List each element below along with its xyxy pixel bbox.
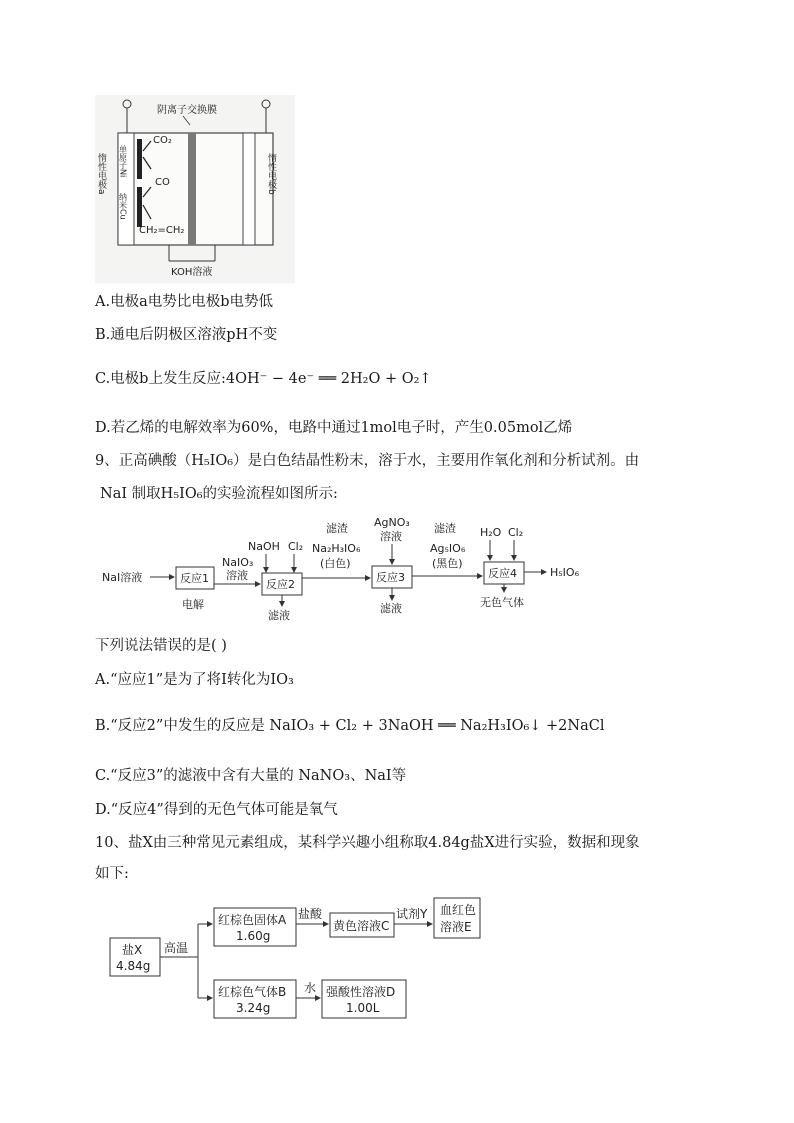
q8-option-c xyxy=(95,369,432,389)
species-ethylene: CH₂=CH₂ xyxy=(139,225,185,236)
flow-r3: 反应3 xyxy=(376,571,405,584)
q10-stem-line1: 10、盐X由三种常见元素组成，某科学兴趣小组称取4.84g盐X进行实验，数据和现象 xyxy=(95,835,640,851)
q9-flowchart xyxy=(98,512,598,624)
flow-r4-below: 无色气体 xyxy=(480,596,524,609)
q10-gas-b-mass: 3.24g xyxy=(236,1001,271,1015)
q10-sol-d: 强酸性溶液D xyxy=(326,985,396,999)
flow-naio3: NaIO₃ xyxy=(222,556,254,569)
q10-flowchart xyxy=(108,888,508,1028)
q10-gas-b: 红棕色气体B xyxy=(218,985,287,999)
q10-reagent-y: 试剂Y xyxy=(396,907,428,921)
flow-r2-below: 滤液 xyxy=(268,609,290,622)
electrode-a-label: 惰性电极a xyxy=(96,153,106,195)
flow-slag2: 滤渣 xyxy=(434,522,456,535)
flow-r1: 反应1 xyxy=(180,572,209,585)
q8-option-d: D.若乙烯的电解效率为60%，电路中通过1mol电子时，产生0.05mol乙烯 xyxy=(95,420,573,436)
q10-sol-e-2: 溶液E xyxy=(440,920,472,934)
flow-cl2: Cl₂ xyxy=(288,540,304,553)
flow-agno3-2: 溶液 xyxy=(380,530,402,543)
membrane-label: 阴离子交换膜 xyxy=(157,105,217,116)
flow-r3-below: 滤液 xyxy=(380,602,402,615)
q8-option-a: A.电极a电势比电极b电势低 xyxy=(95,294,274,310)
q10-salt-mass: 4.84g xyxy=(116,959,151,973)
species-co: CO xyxy=(155,177,170,188)
flow-slag2-formula: Ag₅IO₆ xyxy=(430,542,466,555)
q10-sol-e-1: 血红色 xyxy=(440,903,477,917)
flow-cl2-b: Cl₂ xyxy=(508,526,524,539)
q10-acid: 盐酸 xyxy=(298,907,323,921)
flow-naio3-2: 溶液 xyxy=(226,569,248,582)
q10-solid-a: 红棕色固体A xyxy=(218,913,287,927)
flow-agno3: AgNO₃ xyxy=(374,516,410,529)
species-co2: CO₂ xyxy=(153,135,172,146)
flow-r1-below: 电解 xyxy=(182,598,204,611)
q9-stem-line1: 9、正高碘酸（H₅IO₆）是白色结晶性粉末，溶于水，主要用作氧化剂和分析试剂。由 xyxy=(95,453,640,469)
q10-sol-d-vol: 1.00L xyxy=(346,1001,380,1015)
q9-option-b: B.“反应2”中发生的反应是 NaIO₃ + Cl₂ + 3NaOH ══ Na₂H₃IO₆↓ +2NaCl xyxy=(95,718,605,734)
q10-solid-a-mass: 1.60g xyxy=(236,929,271,943)
q9-option-a: A.“应应1”是为了将I转化为IO₃ xyxy=(95,672,294,688)
q9-option-c: C.“反应3”的滤液中含有大量的 NaNO₃、NaI等 xyxy=(95,768,407,784)
q10-salt: 盐X xyxy=(122,943,143,957)
flow-product: H₅IO₆ xyxy=(550,566,579,579)
electrode-b-label: 惰性电极b xyxy=(266,153,276,195)
flow-start: NaI溶液 xyxy=(102,571,143,584)
koh-label: KOH溶液 xyxy=(171,267,213,278)
flow-naoh: NaOH xyxy=(248,540,280,553)
catalyst-cu-label: 纳米Cu xyxy=(118,193,128,220)
catalyst-ni-label: 单原子Ni xyxy=(118,145,128,178)
q8-option-c-prefix: C.电极b上发生反应: xyxy=(95,371,226,387)
q9-option-d: D.“反应4”得到的无色气体可能是氧气 xyxy=(95,802,338,818)
flow-slag1: 滤渣 xyxy=(326,522,348,535)
q9-stem-line2: NaI 制取H₅IO₆的实验流程如图所示: xyxy=(100,486,338,502)
q10-sol-c: 黄色溶液C xyxy=(333,919,390,933)
q8-option-c-equation: 4OH⁻ − 4e⁻ ══ 2H₂O + O₂↑ xyxy=(225,371,432,387)
q9-question: 下列说法错误的是( ) xyxy=(95,638,227,654)
flow-slag1-formula: Na₂H₃IO₆ xyxy=(312,542,361,555)
electrolysis-cell-figure xyxy=(95,95,295,283)
q8-option-b: B.通电后阴极区溶液pH不变 xyxy=(95,327,278,343)
flow-r4: 反应4 xyxy=(488,567,517,580)
q10-heat: 高温 xyxy=(164,941,189,955)
flow-h2o: H₂O xyxy=(480,526,502,539)
q10-stem-line2: 如下: xyxy=(95,866,129,882)
flow-slag2-color: (黑色) xyxy=(432,557,463,570)
flow-r2: 反应2 xyxy=(266,578,295,591)
flow-slag1-color: (白色) xyxy=(320,557,351,570)
q10-water: 水 xyxy=(304,981,317,995)
